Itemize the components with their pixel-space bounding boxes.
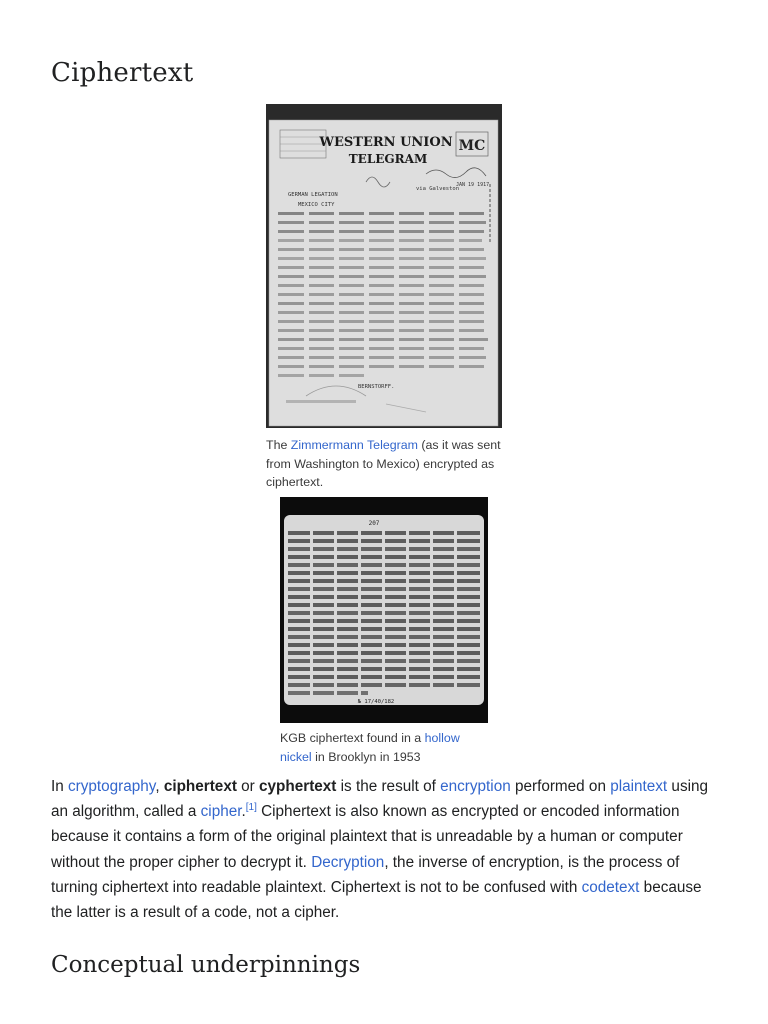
paragraph-text: , the inverse of encryption, is the process of turning ciphertext into readable plaintext. Ciphertext is not to be confused with [51,853,680,896]
telegram-signature: BERNSTORFF. [358,384,395,390]
codetext-link[interactable]: codetext [581,878,640,896]
plaintext-link[interactable]: plaintext [610,778,668,795]
term-ciphertext: ciphertext [163,778,237,795]
kgb-footer-number: № 17/40/182 [357,699,395,705]
hollow-nickel-link[interactable]: hollow nickel [280,731,460,764]
telegram-header-western-union: WESTERN UNION [319,135,453,150]
figure-caption [280,729,488,766]
zimmermann-telegram-image[interactable] [266,104,502,428]
paragraph-text: or [236,778,260,795]
caption-text: (as it was sent from Washington to Mexico) encrypted as ciphertext. [266,438,501,489]
paragraph-text: . [241,803,246,821]
decryption-link[interactable]: Decryption [311,853,385,871]
figure-zimmermann-telegram [266,104,502,492]
paragraph-text: In [51,778,69,795]
svg-text:MC: MC [458,138,486,154]
telegram-via: via Galveston [416,186,460,192]
reference-1-link[interactable]: [1] [245,802,257,814]
figure-kgb-ciphertext [280,497,488,766]
telegram-addressee-1: GERMAN LEGATION [288,192,338,198]
caption-text: KGB ciphertext found in a [280,731,425,745]
telegram-header-telegram: TELEGRAM [348,152,428,166]
figure-caption [266,436,502,492]
paragraph-text: is the result of [336,778,441,795]
encryption-link[interactable]: encryption [440,778,511,795]
telegram-addressee-2: MEXICO CITY [298,202,335,208]
paragraph-text: Ciphertext is also known as encrypted or encoded information because it contains a form of the original plaintext that is unreadable by a human or computer without the proper cipher to decrypt it. [51,803,683,871]
page-title: Ciphertext [51,58,194,88]
caption-text: in Brooklyn in 1953 [311,749,421,764]
zimmermann-telegram-link[interactable]: Zimmermann Telegram [290,438,418,452]
cipher-link[interactable]: cipher [200,803,242,821]
paragraph-text: , [155,778,164,795]
kgb-ciphertext-image[interactable] [280,497,488,723]
telegram-date: JAN 19 1917 [456,182,490,188]
paragraph-text: performed on [510,778,611,795]
cryptography-link[interactable]: cryptography [68,778,156,795]
paragraph-text: using an algorithm, called a [51,778,709,821]
intro-paragraph [51,774,723,925]
kgb-header-number: 207 [368,520,380,527]
section-heading-conceptual-underpinnings: Conceptual underpinnings [51,952,361,978]
term-cyphertext: cyphertext [259,778,337,795]
caption-text: The [266,438,291,452]
paragraph-text: because the latter is a result of a code, not a cipher. [51,878,702,922]
